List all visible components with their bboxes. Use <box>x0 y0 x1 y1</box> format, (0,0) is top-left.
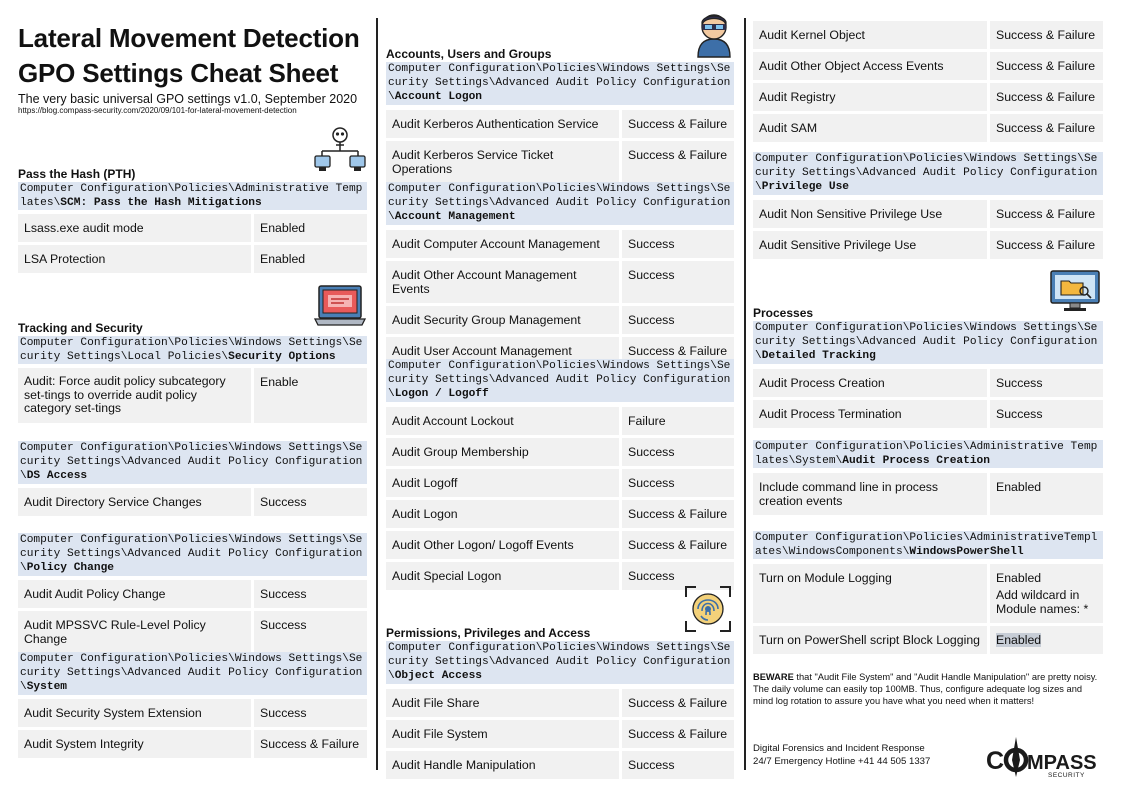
powershell-policy-path: Computer Configuration\Policies\AdministrativeTemplates\WindowsComponents\WindowsPowerShell <box>753 531 1103 559</box>
permissions-section-title: Permissions, Privileges and Access <box>386 626 591 640</box>
setting-value: Success & Failure <box>990 83 1103 111</box>
table-row <box>386 110 734 138</box>
setting-name: Audit File System <box>386 720 619 748</box>
setting-value: Success <box>254 699 367 727</box>
table-row <box>753 473 1103 515</box>
powershell-section <box>753 531 1103 657</box>
account-logon-settings-table <box>386 110 734 183</box>
setting-value: Success & Failure <box>990 231 1103 259</box>
svg-text:C: C <box>986 747 1005 775</box>
object-access-policy-path: Computer Configuration\Policies\Windows Settings\Security Settings\Advanced Audit Policy Configuration\Object Access <box>386 641 734 684</box>
table-row <box>386 720 734 748</box>
setting-value: Enabled <box>254 214 367 242</box>
table-row <box>753 200 1103 228</box>
system-policy-path: Computer Configuration\Policies\Windows Settings\Security Settings\Advanced Audit Policy Configuration\System <box>18 652 367 695</box>
setting-name: Audit Group Membership <box>386 438 619 466</box>
setting-name: Audit System Integrity <box>18 730 251 758</box>
setting-name: Audit Process Termination <box>753 400 987 428</box>
table-row <box>386 531 734 559</box>
object-access-settings-table-part1 <box>386 689 734 779</box>
source-url: https://blog.compass-security.com/2020/09/101-for-lateral-movement-detection <box>18 106 297 115</box>
column-divider-2 <box>744 18 746 770</box>
setting-name: Audit Kerberos Authentication Service <box>386 110 619 138</box>
pth-policy-path: Computer Configuration\Policies\Administrative Templates\SCM: Pass the Hash Mitigations <box>18 182 367 210</box>
setting-value: Success & Failure <box>622 110 734 138</box>
logon-logoff-settings-table <box>386 407 734 590</box>
setting-value: Success & Failure <box>990 21 1103 49</box>
setting-name: Audit Security Group Management <box>386 306 619 334</box>
setting-name: Audit Directory Service Changes <box>18 488 251 516</box>
table-row <box>753 564 1103 623</box>
table-row <box>18 214 367 242</box>
table-row <box>753 52 1103 80</box>
ds-access-settings-table <box>18 488 367 516</box>
setting-name: Audit Special Logon <box>386 562 619 590</box>
setting-name: Audit Sensitive Privilege Use <box>753 231 987 259</box>
setting-name: Audit Other Logon/ Logoff Events <box>386 531 619 559</box>
setting-value: Success <box>622 230 734 258</box>
tracking-settings-table <box>18 368 367 423</box>
account-management-section <box>386 182 734 368</box>
table-row <box>386 751 734 779</box>
title-line-2: GPO Settings Cheat Sheet <box>18 58 339 88</box>
account-logon-policy-path: Computer Configuration\Policies\Windows Settings\Security Settings\Advanced Audit Policy Configuration\Account Logon <box>386 62 734 105</box>
setting-value: Success <box>622 562 734 590</box>
setting-value: Enabled <box>254 245 367 273</box>
footer-contact <box>753 743 930 768</box>
setting-name: Audit Non Sensitive Privilege Use <box>753 200 987 228</box>
table-row <box>18 611 367 653</box>
setting-value: Success & Failure <box>622 500 734 528</box>
setting-value <box>990 564 1103 623</box>
setting-value: Success & Failure <box>622 337 734 365</box>
table-row <box>386 230 734 258</box>
policy-change-policy-path: Computer Configuration\Policies\Windows Settings\Security Settings\Advanced Audit Policy Configuration\Policy Change <box>18 533 367 576</box>
pth-section <box>18 182 367 276</box>
table-row <box>386 469 734 497</box>
hacker-avatar-icon <box>694 12 734 58</box>
setting-name: Audit Process Creation <box>753 369 987 397</box>
detailed-tracking-settings-table <box>753 369 1103 428</box>
setting-value-note: Add wildcard in Module names: * <box>996 588 1089 617</box>
beware-text: that "Audit File System" and "Audit Handle Manipulation" are pretty noisy. The daily volume can easily top 100MB. Thus, configure adequate log sizes and mind log rotation to assure you have what you need when it matters! <box>753 672 1098 707</box>
detailed-tracking-policy-path: Computer Configuration\Policies\Windows Settings\Security Settings\Advanced Audit Policy Configuration\Detailed Tracking <box>753 321 1103 364</box>
setting-value: Success <box>990 400 1103 428</box>
table-row <box>753 114 1103 142</box>
privilege-use-settings-table <box>753 200 1103 259</box>
network-skull-icon <box>314 125 366 175</box>
table-row <box>386 500 734 528</box>
account-management-settings-table <box>386 230 734 365</box>
setting-name: Audit Logoff <box>386 469 619 497</box>
table-row <box>18 368 367 423</box>
powershell-settings-table <box>753 564 1103 654</box>
object-access-settings-table-part2 <box>753 21 1103 142</box>
folder-monitor-icon <box>1050 270 1100 312</box>
setting-name: Audit Account Lockout <box>386 407 619 435</box>
audit-process-creation-section <box>753 440 1103 518</box>
setting-value: Success <box>622 261 734 303</box>
setting-value: Success & Failure <box>622 720 734 748</box>
policy-change-settings-table <box>18 580 367 653</box>
ds-access-policy-path: Computer Configuration\Policies\Windows Settings\Security Settings\Advanced Audit Policy Configuration\DS Access <box>18 441 367 484</box>
setting-value: Success <box>254 611 367 653</box>
footer-dfir-label: Digital Forensics and Incident Response <box>753 743 925 754</box>
object-access-continued <box>753 21 1103 145</box>
setting-value: Success & Failure <box>622 531 734 559</box>
setting-name: Include command line in process creation events <box>753 473 987 515</box>
table-row <box>753 626 1103 654</box>
tracking-section <box>18 336 367 426</box>
table-row <box>18 488 367 516</box>
setting-value: Success <box>622 751 734 779</box>
logon-logoff-policy-path: Computer Configuration\Policies\Windows Settings\Security Settings\Advanced Audit Policy Configuration\Logon / Logoff <box>386 359 734 402</box>
setting-name: Audit Logon <box>386 500 619 528</box>
table-row <box>753 83 1103 111</box>
table-row <box>386 141 734 183</box>
setting-value: Success <box>622 469 734 497</box>
fingerprint-scan-icon <box>684 585 732 633</box>
setting-value: Enable <box>254 368 367 423</box>
audit-process-creation-policy-path: Computer Configuration\Policies\Administrative Templates\System\Audit Process Creation <box>753 440 1103 468</box>
table-row <box>386 438 734 466</box>
setting-value: Success & Failure <box>622 141 734 183</box>
page-title <box>18 21 367 91</box>
setting-name: Audit Handle Manipulation <box>386 751 619 779</box>
laptop-screen-icon <box>314 285 366 327</box>
setting-name: Audit MPSSVC Rule-Level Policy Change <box>18 611 251 653</box>
setting-value: Success <box>254 488 367 516</box>
setting-name: Audit SAM <box>753 114 987 142</box>
setting-name: Audit User Account Management <box>386 337 619 365</box>
system-section <box>18 652 367 761</box>
pth-section-title: Pass the Hash (PTH) <box>18 167 136 181</box>
table-row <box>386 407 734 435</box>
table-row <box>386 562 734 590</box>
setting-name: Audit Registry <box>753 83 987 111</box>
pth-settings-table <box>18 214 367 273</box>
setting-value: Success & Failure <box>990 52 1103 80</box>
logon-logoff-section <box>386 359 734 593</box>
title-line-1: Lateral Movement Detection <box>18 23 360 53</box>
table-row <box>753 369 1103 397</box>
setting-name: Audit: Force audit policy subcategory set-tings to override audit policy category set-tings <box>18 368 251 423</box>
setting-name: Audit Other Object Access Events <box>753 52 987 80</box>
table-row <box>18 245 367 273</box>
table-row <box>753 231 1103 259</box>
ds-access-section <box>18 441 367 519</box>
table-row <box>386 306 734 334</box>
setting-value: Success & Failure <box>254 730 367 758</box>
privilege-use-policy-path: Computer Configuration\Policies\Windows Settings\Security Settings\Advanced Audit Policy Configuration\Privilege Use <box>753 152 1103 195</box>
setting-name: Audit Audit Policy Change <box>18 580 251 608</box>
setting-value: Enabled <box>990 473 1103 515</box>
column-divider-1 <box>376 18 378 770</box>
setting-name: Audit Security System Extension <box>18 699 251 727</box>
privilege-use-section <box>753 152 1103 262</box>
setting-name: Audit Other Account Management Events <box>386 261 619 303</box>
setting-name: Turn on PowerShell script Block Logging <box>753 626 987 654</box>
setting-value <box>990 626 1103 654</box>
table-row <box>18 730 367 758</box>
svg-text:SECURITY: SECURITY <box>1048 772 1085 779</box>
setting-name: Audit File Share <box>386 689 619 717</box>
setting-name: LSA Protection <box>18 245 251 273</box>
system-settings-table <box>18 699 367 758</box>
accounts-section-title: Accounts, Users and Groups <box>386 47 552 61</box>
policy-change-section <box>18 533 367 656</box>
svg-text:MPASS: MPASS <box>1027 752 1097 774</box>
setting-name: Audit Computer Account Management <box>386 230 619 258</box>
account-logon-section <box>386 62 734 186</box>
highlighted-value: Enabled <box>996 633 1042 648</box>
table-row <box>753 400 1103 428</box>
setting-name: Turn on Module Logging <box>753 564 987 623</box>
table-row <box>18 699 367 727</box>
setting-name: Lsass.exe audit mode <box>18 214 251 242</box>
table-row <box>386 689 734 717</box>
subtitle: The very basic universal GPO settings v1.0, September 2020 <box>18 92 358 106</box>
beware-label: BEWARE <box>753 672 794 682</box>
footer-hotline: 24/7 Emergency Hotline +41 44 505 1337 <box>753 755 931 767</box>
table-row <box>753 21 1103 49</box>
tracking-section-title: Tracking and Security <box>18 321 143 335</box>
setting-value: Success <box>254 580 367 608</box>
account-management-policy-path: Computer Configuration\Policies\Windows Settings\Security Settings\Advanced Audit Policy Configuration\Account Management <box>386 182 734 225</box>
table-row <box>386 261 734 303</box>
setting-name: Audit Kernel Object <box>753 21 987 49</box>
setting-value: Success & Failure <box>990 114 1103 142</box>
table-row <box>18 580 367 608</box>
audit-process-creation-settings-table <box>753 473 1103 515</box>
setting-name: Audit Kerberos Service Ticket Operations <box>386 141 619 183</box>
detailed-tracking-section <box>753 321 1103 431</box>
processes-section-title: Processes <box>753 306 814 320</box>
setting-value: Success & Failure <box>990 200 1103 228</box>
object-access-section <box>386 641 734 782</box>
setting-value: Success <box>622 306 734 334</box>
compass-logo <box>986 733 1098 779</box>
setting-value-line: Enabled <box>996 571 1042 586</box>
setting-value: Failure <box>622 407 734 435</box>
setting-value: Success & Failure <box>622 689 734 717</box>
beware-note <box>753 671 1103 708</box>
setting-value: Success <box>622 438 734 466</box>
setting-value: Success <box>990 369 1103 397</box>
tracking-policy-path: Computer Configuration\Policies\Windows Settings\Security Settings\Local Policies\Security Options <box>18 336 367 364</box>
